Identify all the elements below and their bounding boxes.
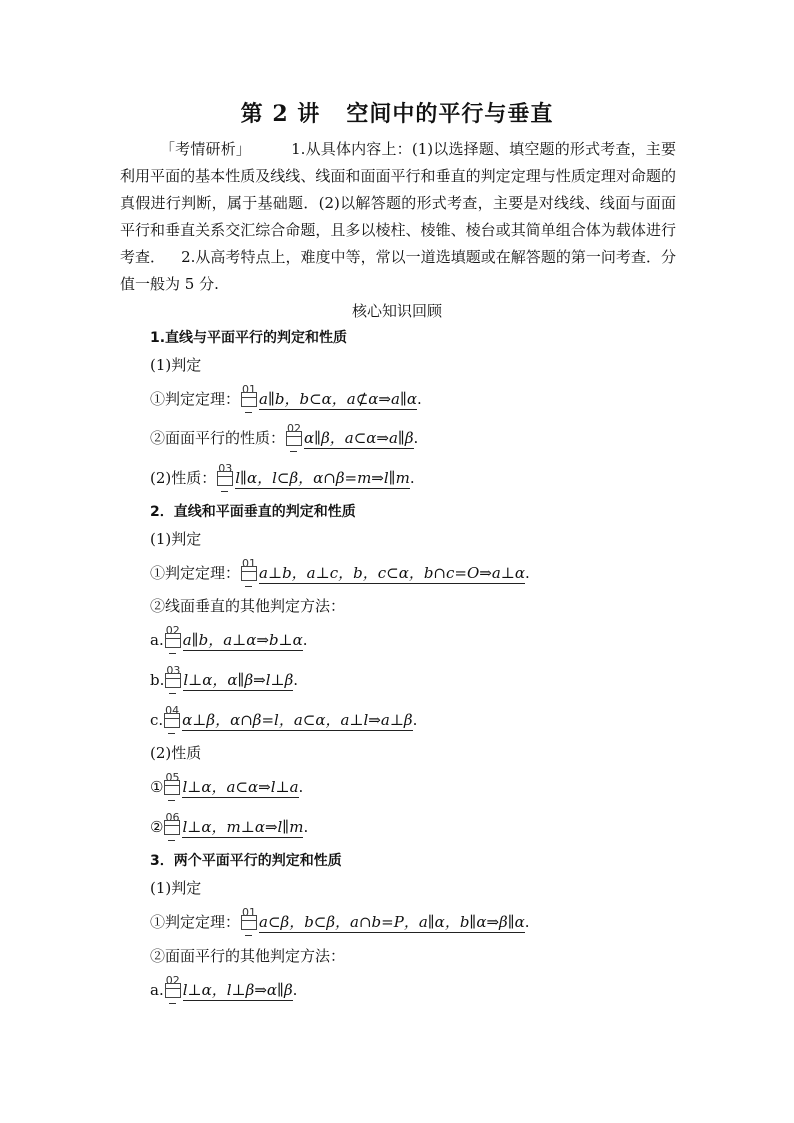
line-end: . — [293, 671, 299, 689]
answer-blank-icon — [163, 771, 181, 796]
theorem-line — [150, 557, 530, 583]
line-end: . — [412, 711, 418, 729]
line-end: . — [303, 818, 309, 836]
theorem-line — [150, 906, 530, 932]
text-line: ②面面平行的其他判定方法： — [150, 947, 346, 965]
blank-number: 01 — [242, 557, 257, 570]
blank-number: 04 — [165, 704, 180, 717]
formula: l⊥α，a⊂α⇒l⊥a — [182, 778, 299, 796]
line-prefix: ① — [150, 778, 164, 796]
theorem-line — [150, 811, 309, 837]
line-end: . — [292, 981, 298, 999]
heading-line-perpendicular: 2．直线和平面垂直的判定和性质 — [150, 504, 356, 520]
line-end: . — [302, 631, 308, 649]
theorem-line — [150, 462, 415, 488]
answer-blank-icon — [216, 462, 234, 487]
formula: a⊂β，b⊂β，a∩b=P，a∥α，b∥α⇒β∥α — [259, 913, 525, 931]
answer-blank-icon — [285, 422, 303, 447]
line-prefix: ② — [150, 818, 164, 836]
formula: α⊥β，α∩β=l，a⊂α，a⊥l⇒a⊥β — [182, 711, 413, 729]
line-end: . — [524, 913, 530, 931]
text-line: ②线面垂直的其他判定方法： — [150, 597, 346, 615]
analysis-point-1: 1.从具体内容上：(1)以选择题、填空题的形式考查，主要利用平面的基本性质及线线、线面和面面平行和垂直的判定定理与性质定理对命题的真假进行判断，属于基础题．(2)以解答题的形式考查，主要是对线线、线面与面面平行和垂直关系交汇综合命题，且多以棱柱、棱锥、棱台或其简单组合体为载体进行考查． — [120, 140, 676, 266]
lesson-number: 第 2 讲 — [240, 101, 321, 127]
blank-number: 03 — [218, 462, 233, 475]
blank-number: 06 — [165, 811, 180, 824]
blank-number: 01 — [242, 906, 257, 919]
line-prefix: b. — [150, 671, 165, 689]
line-end: . — [417, 390, 422, 408]
subheading-judge-1: (1)判定 — [150, 356, 202, 374]
page-title — [0, 97, 794, 128]
lesson-topic: 空间中的平行与垂直 — [346, 101, 554, 127]
analysis-point-2: 2.从高考特点上，难度中等，常以一道选填题或在解答题的第一问考查．分值一般为 5 分. — [120, 248, 676, 293]
theorem-line — [150, 771, 304, 797]
line-prefix: c. — [150, 711, 164, 729]
blank-number: 01 — [242, 383, 257, 396]
blank-number: 05 — [165, 771, 180, 784]
line-prefix: ②面面平行的性质： — [150, 429, 286, 447]
section-heading: 核心知识回顾 — [351, 302, 442, 320]
answer-blank-icon — [240, 557, 258, 582]
line-end: . — [298, 778, 304, 796]
formula: l∥α，l⊂β，α∩β=m⇒l∥m — [235, 469, 410, 487]
formula: l⊥α，l⊥β⇒α∥β — [182, 981, 293, 999]
theorem-line — [150, 974, 298, 1000]
line-end: . — [525, 564, 530, 582]
formula: l⊥α，α∥β⇒l⊥β — [183, 671, 294, 689]
analysis-label: 「考情研析」 — [160, 140, 252, 158]
theorem-line — [150, 624, 308, 650]
formula: a⊥b，a⊥c，b，c⊂α，b∩c=O⇒a⊥α — [259, 564, 526, 582]
blank-number: 03 — [166, 664, 181, 677]
line-prefix: ①判定定理： — [150, 390, 241, 408]
formula: α∥β，a⊂α⇒a∥β — [304, 429, 414, 447]
line-prefix: ①判定定理： — [150, 564, 241, 582]
formula: a∥b，a⊥α⇒b⊥α — [182, 631, 303, 649]
subheading-judge-3: (1)判定 — [150, 879, 202, 897]
theorem-line — [150, 422, 419, 448]
theorem-line — [150, 664, 299, 690]
answer-blank-icon — [164, 624, 182, 649]
answer-blank-icon — [163, 704, 181, 729]
subheading-property: (2)性质 — [150, 744, 202, 762]
analysis-paragraph — [120, 136, 676, 298]
blank-number: 02 — [165, 974, 180, 987]
theorem-line — [150, 704, 418, 730]
line-end: . — [409, 469, 415, 487]
subheading-judge-2: (1)判定 — [150, 530, 202, 548]
answer-blank-icon — [164, 974, 182, 999]
blank-number: 02 — [287, 422, 302, 435]
line-prefix: ①判定定理： — [150, 913, 241, 931]
formula: l⊥α，m⊥α⇒l∥m — [182, 818, 304, 836]
formula: a∥b，b⊂α，a⊄α⇒a∥α — [259, 390, 417, 408]
blank-number: 02 — [165, 624, 180, 637]
heading-line-plane-parallel: 3．两个平面平行的判定和性质 — [150, 853, 342, 869]
line-prefix: a. — [150, 981, 164, 999]
theorem-line — [150, 383, 422, 409]
answer-blank-icon — [240, 383, 258, 408]
answer-blank-icon — [240, 906, 258, 931]
answer-blank-icon — [163, 811, 181, 836]
line-prefix: (2)性质： — [150, 469, 217, 487]
line-prefix: a. — [150, 631, 164, 649]
answer-blank-icon — [164, 664, 182, 689]
heading-line-parallel: 1.直线与平面平行的判定和性质 — [150, 330, 348, 346]
line-end: . — [413, 429, 419, 447]
